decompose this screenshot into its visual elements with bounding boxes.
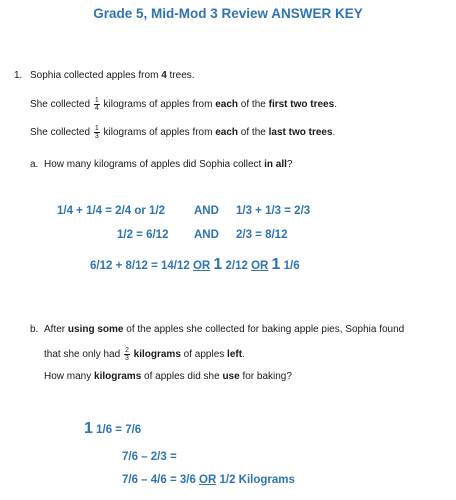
part-a-answer-2-and: AND [194, 229, 219, 241]
part-a-answer-2-left: 1/2 = 6/12 [117, 229, 169, 241]
part-a-answer-2-right: 2/3 = 8/12 [236, 229, 288, 241]
part-b-label: b. [30, 324, 39, 335]
fraction-one-fourth: $\frac{1}{4}$ [94, 97, 99, 112]
part-b-answer-1: 1 1/6 = 7/6 [84, 420, 142, 437]
question-1-number: 1. [14, 70, 23, 81]
part-b-line-2: that she only had $\frac{2}{3}$ kilograms of apples left. [44, 347, 245, 362]
part-a-label: a. [30, 159, 39, 170]
part-b-answer-3: 7/6 – 4/6 = 3/6 OR 1/2 Kilograms [122, 474, 295, 486]
part-b-answer-2: 7/6 – 2/3 = [122, 451, 177, 463]
part-a-answer-1-left: 1/4 + 1/4 = 2/4 or 1/2 [57, 205, 166, 217]
part-a-question: How many kilograms of apples did Sophia collect in all? [44, 159, 293, 170]
part-b-line-1: After using some of the apples she collected for baking apple pies, Sophia found [44, 324, 405, 335]
question-1-line-first-trees: She collected $\frac{1}{4}$ kilograms of apples from each of the first two trees. [30, 97, 337, 112]
part-a-answer-1-and: AND [194, 205, 219, 217]
part-b-line-3: How many kilograms of apples did she use for baking? [44, 371, 292, 382]
page-title: Grade 5, Mid-Mod 3 Review ANSWER KEY [93, 6, 363, 21]
fraction-one-third: $\frac{1}{3}$ [94, 125, 99, 140]
part-a-answer-3: 6/12 + 8/12 = 14/12 OR 1 2/12 OR 1 1/6 [90, 256, 300, 273]
fraction-two-thirds: $\frac{2}{3}$ [124, 347, 129, 362]
part-a-answer-1-right: 1/3 + 1/3 = 2/3 [236, 205, 311, 217]
question-1-intro: Sophia collected apples from 4 trees. [30, 70, 195, 81]
question-1-line-last-trees: She collected $\frac{1}{3}$ kilograms of apples from each of the last two trees. [30, 125, 336, 140]
